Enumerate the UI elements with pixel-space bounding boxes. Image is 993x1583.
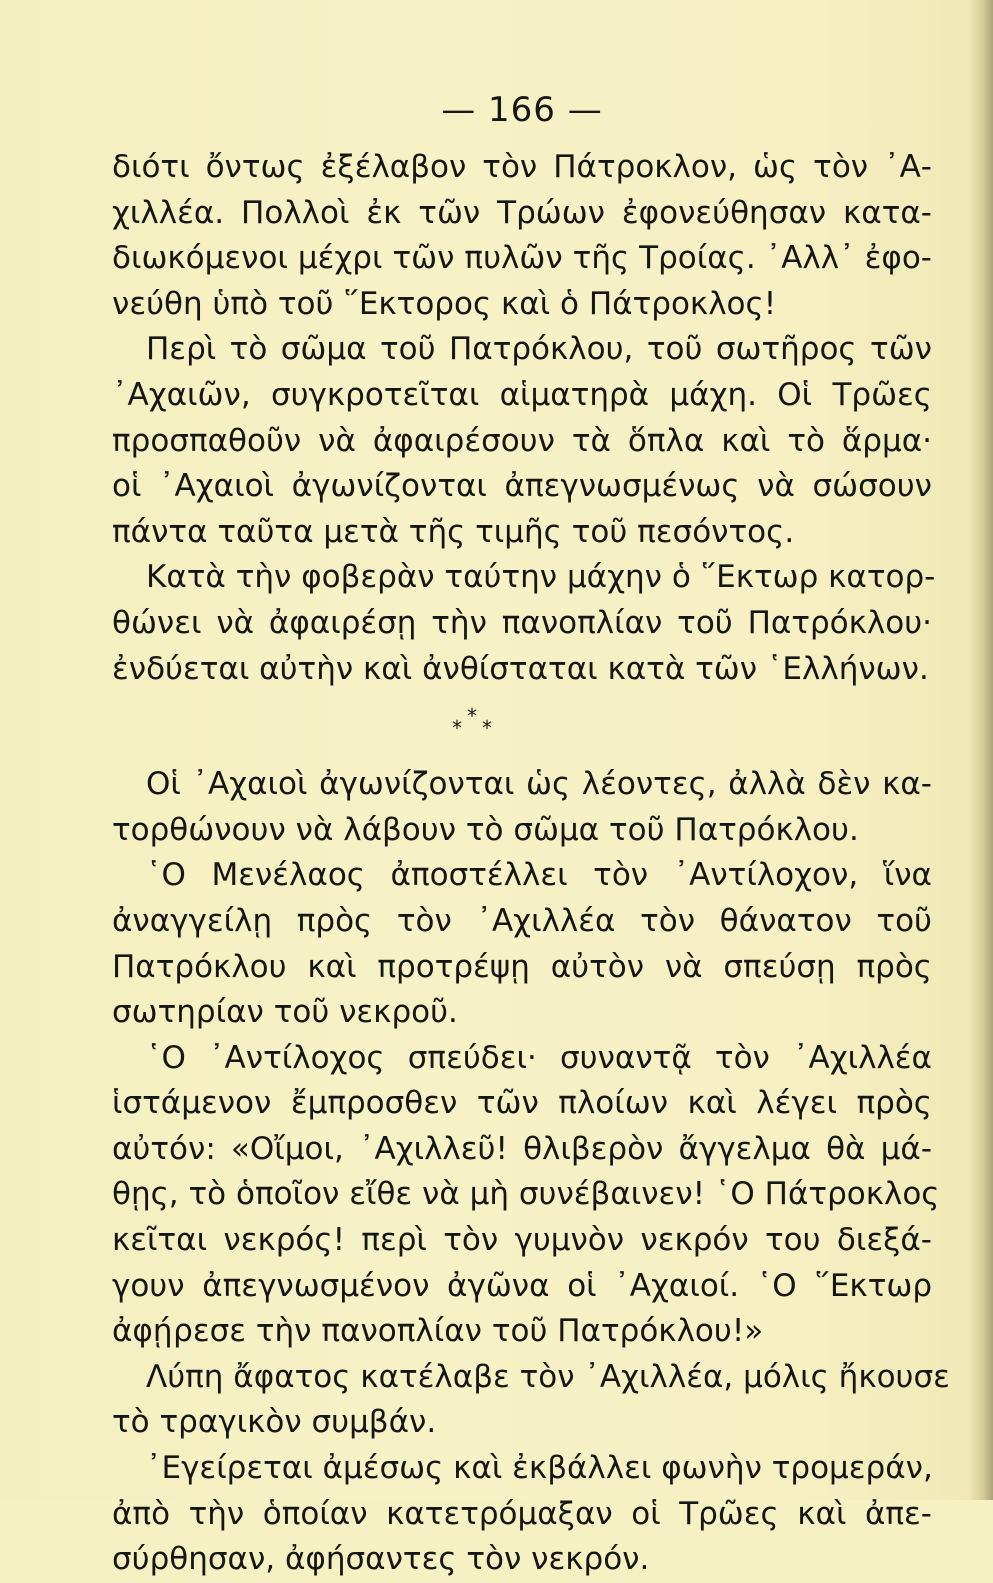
text-line: τορθώνουν νὰ λάβουν τὸ σῶμα τοῦ Πατρόκλου. — [112, 811, 859, 848]
asterisk: * — [467, 704, 477, 729]
text-line: σύρθησαν, ἀφήσαντες τὸν νεκρόν. — [112, 1541, 650, 1578]
text-line: ἐνδύεται αὐτὴν καὶ ἀνθίσταται κατὰ τῶν ῾Ελλήνων. — [112, 650, 929, 687]
text-line: ἀπὸ τὴν ὁποίαν κατετρόμαξαν οἱ Τρῶες καὶ ἀπε- — [112, 1495, 932, 1532]
asterisk: * — [482, 716, 492, 741]
paragraph — [112, 1355, 950, 1446]
text-line: Περὶ τὸ σῶμα τοῦ Πατρόκλου, τοῦ σωτῆρος τῶν — [146, 331, 932, 368]
text-line: θῃς, τὸ ὁποῖον εἴθε νὰ μὴ συνέβαινεν! ῾Ο Πάτροκλος — [112, 1176, 940, 1213]
text-line: ἀναγγείλῃ πρὸς τὸν ᾿Αχιλλέα τὸν θάνατον τοῦ — [112, 902, 932, 939]
text-line: προσπαθοῦν νὰ ἀφαιρέσουν τὰ ὅπλα καὶ τὸ ἅρμα· — [112, 422, 932, 459]
text-line: κεῖται νεκρός! περὶ τὸν γυμνὸν νεκρόν του διεξά- — [112, 1222, 932, 1259]
asterisk: * — [452, 716, 462, 741]
asterism-separator — [112, 692, 932, 762]
text-line: θώνει νὰ ἀφαιρέσῃ τὴν πανοπλίαν τοῦ Πατρόκλου· — [112, 604, 932, 641]
text-line: ᾿Εγείρεται ἀμέσως καὶ ἐκβάλλει φωνὴν τρομεράν, — [146, 1450, 933, 1487]
text-line: χιλλέα. Πολλοὶ ἐκ τῶν Τρώων ἐφονεύθησαν κατα- — [112, 194, 932, 231]
text-line: διότι ὄντως ἐξέλαβον τὸν Πάτροκλον, ὡς τὸν ᾿Α- — [112, 149, 932, 185]
text-line: διωκόμενοι μέχρι τῶν πυλῶν τῆς Τροίας. ᾿Αλλ᾿ ἐφο- — [112, 240, 932, 277]
text-line: γουν ἀπεγνωσμένον ἀγῶνα οἱ ᾿Αχαιοί. ῾Ο ῞Εκτωρ — [112, 1267, 932, 1304]
paragraph — [112, 327, 932, 555]
text-line: οἱ ᾿Αχαιοὶ ἀγωνίζονται ἀπεγνωσμένως νὰ σώσουν — [112, 468, 932, 505]
text-line: Πατρόκλου καὶ προτρέψῃ αὐτὸν νὰ σπεύσῃ πρὸς — [112, 948, 932, 985]
text-line: τὸ τραγικὸν συμβάν. — [112, 1404, 437, 1441]
text-line: ῾Ο Μενέλαος ἀποστέλλει τὸν ᾿Αντίλοχον, ἵνα — [146, 857, 932, 894]
paragraph — [112, 1446, 932, 1583]
text-line: πάντα ταῦτα μετὰ τῆς τιμῆς τοῦ πεσόντος. — [112, 513, 795, 550]
page-number: — 166 — — [441, 90, 603, 130]
paragraph — [112, 762, 932, 853]
text-line: σωτηρίαν τοῦ νεκροῦ. — [112, 994, 458, 1031]
text-line: ᾿Αχαιῶν, συγκροτεῖται αἱματηρὰ μάχη. Οἱ Τρῶες — [112, 376, 932, 413]
text-line: Λύπη ἄφατος κατέλαβε τὸν ᾿Αχιλλέα, μόλις ἤκουσε — [146, 1358, 950, 1395]
text-line: ῾Ο ᾿Αντίλοχος σπεύδει· συναντᾷ τὸν ᾿Αχιλλέα — [146, 1039, 932, 1076]
page-edge-shadow — [969, 0, 993, 1500]
paragraph — [112, 145, 932, 327]
text-line: Κατὰ τὴν φοβερὰν ταύτην μάχην ὁ ῞Εκτωρ κατορ- — [146, 559, 936, 596]
page-content — [112, 85, 950, 1583]
text-line: αὐτόν: «Οἴμοι, ᾿Αχιλλεῦ! θλιβερὸν ἄγγελμα θὰ μά- — [112, 1130, 932, 1167]
text-block-after-separator — [112, 762, 950, 1583]
text-line: ἀφῄρεσε τὴν πανοπλίαν τοῦ Πατρόκλου!» — [112, 1313, 764, 1350]
paragraph — [112, 853, 932, 1035]
text-line: ἱστάμενον ἔμπροσθεν τῶν πλοίων καὶ λέγει πρὸς — [112, 1085, 932, 1122]
paragraph — [112, 1036, 940, 1355]
paragraph — [112, 555, 936, 692]
text-line: Οἱ ᾿Αχαιοὶ ἀγωνίζονται ὡς λέοντες, ἀλλὰ δὲν κα- — [146, 766, 932, 803]
text-block-before-separator — [112, 145, 936, 692]
text-line: νεύθη ὑπὸ τοῦ ῞Εκτορος καὶ ὁ Πάτροκλος! — [112, 285, 777, 322]
